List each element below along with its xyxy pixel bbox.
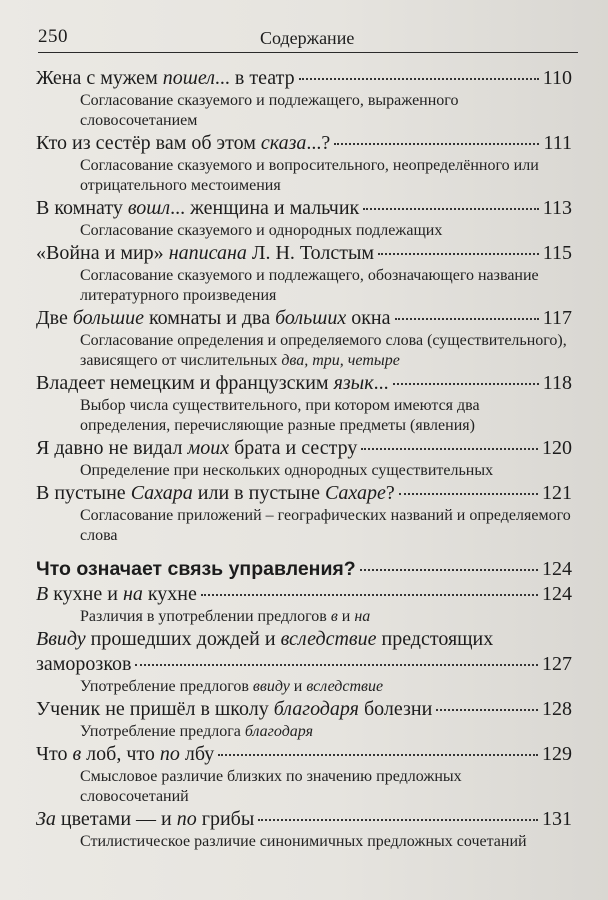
toc-entry-description: Различия в употреблении предлогов в и на (80, 608, 371, 625)
table-of-contents (36, 66, 572, 852)
toc-entry[interactable] (36, 807, 572, 852)
toc-entry-description: Смысловое различие близких по значению предложных словосочетаний (80, 768, 462, 805)
toc-entry-page-number: 110 (542, 67, 572, 89)
running-title: Содержание (260, 28, 355, 48)
toc-entry-page-number: 113 (542, 197, 572, 219)
dot-leader (361, 448, 538, 450)
toc-entry-line (36, 807, 572, 832)
toc-entry-line (36, 697, 572, 722)
dot-leader (395, 318, 539, 320)
dot-leader (378, 253, 539, 255)
toc-entry-line (36, 131, 572, 156)
toc-entry-page-number: 131 (542, 808, 572, 830)
toc-entry-description: Согласование приложений – географических названий и определяемого слова (80, 507, 571, 544)
toc-entry-title: заморозков (36, 653, 132, 675)
dot-leader (393, 383, 539, 385)
toc-entry-description: Согласование определения и определяемого слова (существительного), зависящего от числительных два, три, четыре (80, 332, 567, 369)
toc-entry-title: За цветами — и по грибы (36, 808, 255, 830)
toc-entry[interactable] (36, 627, 572, 697)
dot-leader (218, 754, 538, 756)
dot-leader (399, 493, 538, 495)
toc-entry-title: Что в лоб, что по лбу (36, 743, 215, 765)
dot-leader (299, 78, 539, 80)
toc-entry-title: В комнату вошл... женщина и мальчик (36, 197, 360, 219)
toc-entry-description: Стилистическое различие синонимичных предложных сочетаний (80, 833, 527, 850)
toc-entry-title: Ученик не пришёл в школу благодаря болезни (36, 698, 433, 720)
toc-entry-line (36, 306, 572, 331)
toc-entry-line (36, 241, 572, 266)
toc-entry-description: Согласование сказуемого и подлежащего, выраженного словосочетанием (80, 92, 459, 129)
toc-entry[interactable] (36, 241, 572, 306)
toc-entry-description: Согласование сказуемого и подлежащего, обозначающего название литературного произведения (80, 267, 539, 304)
dot-leader (334, 143, 539, 145)
toc-entry-line (36, 436, 572, 461)
toc-section-line (36, 556, 572, 582)
toc-section-title: Что означает связь управления? (36, 558, 356, 580)
toc-entry-page-number: 128 (542, 698, 572, 720)
page-header (38, 26, 578, 53)
toc-section-page-number: 124 (542, 558, 572, 580)
toc-entry-title: Владеет немецким и французским язык... (36, 372, 389, 394)
toc-entry-line (36, 652, 572, 677)
toc-entry-page-number: 121 (542, 482, 572, 504)
toc-entry-page-number: 129 (542, 743, 572, 765)
toc-entry-title: Жена с мужем пошел... в театр (36, 67, 295, 89)
toc-entry[interactable] (36, 697, 572, 742)
toc-entry[interactable] (36, 436, 572, 481)
toc-entry-page-number: 127 (542, 653, 572, 675)
toc-entry-title: «Война и мир» написана Л. Н. Толстым (36, 242, 375, 264)
dot-leader (201, 594, 538, 596)
dot-leader (363, 208, 538, 210)
toc-entry-page-number: 118 (542, 372, 572, 394)
dot-leader (436, 709, 538, 711)
toc-entry-title: Я давно не видал моих брата и сестру (36, 437, 358, 459)
toc-entry-line (36, 742, 572, 767)
toc-entry-line (36, 582, 572, 607)
dot-leader (135, 664, 538, 666)
toc-entry-description: Согласование сказуемого и однородных подлежащих (80, 222, 443, 239)
toc-entry[interactable] (36, 66, 572, 131)
toc-entry-line (36, 66, 572, 91)
toc-entry-description: Согласование сказуемого и вопросительного, неопределённого или отрицательного местоимения (80, 157, 539, 194)
toc-entry[interactable] (36, 742, 572, 807)
toc-entry[interactable] (36, 306, 572, 371)
toc-entry-line (36, 371, 572, 396)
toc-entry[interactable] (36, 582, 572, 627)
toc-entry-title: В кухне и на кухне (36, 583, 197, 605)
toc-entry-page-number: 120 (542, 437, 572, 459)
toc-entry-page-number: 115 (542, 242, 572, 264)
toc-section-heading[interactable] (36, 556, 572, 582)
toc-entry-description: Употребление предлогов ввиду и вследствие (80, 678, 384, 695)
toc-entry-line (36, 481, 572, 506)
toc-entry[interactable] (36, 371, 572, 436)
dot-leader (258, 819, 538, 821)
toc-entry-description: Употребление предлога благодаря (80, 723, 314, 740)
toc-entry-page-number: 124 (542, 583, 572, 605)
toc-entry-page-number: 111 (543, 132, 572, 154)
dot-leader (360, 569, 538, 571)
toc-entry-page-number: 117 (542, 307, 572, 329)
toc-entry[interactable] (36, 196, 572, 241)
toc-entry[interactable] (36, 131, 572, 196)
toc-entry[interactable] (36, 481, 572, 546)
toc-entry-title-line: Ввиду прошедших дождей и вследствие предстоящих (36, 628, 494, 650)
toc-entry-description: Определение при нескольких однородных существительных (80, 462, 494, 479)
toc-entry-title: В пустыне Сахара или в пустыне Сахаре? (36, 482, 395, 504)
toc-entry-title: Кто из сестёр вам об этом сказа...? (36, 132, 331, 154)
toc-entry-title: Две большие комнаты и два больших окна (36, 307, 391, 329)
toc-entry-line (36, 196, 572, 221)
toc-entry-description: Выбор числа существительного, при котором имеются два определения, перечисляющие разные предметы (явления) (80, 397, 480, 434)
page-number: 250 (38, 26, 68, 47)
